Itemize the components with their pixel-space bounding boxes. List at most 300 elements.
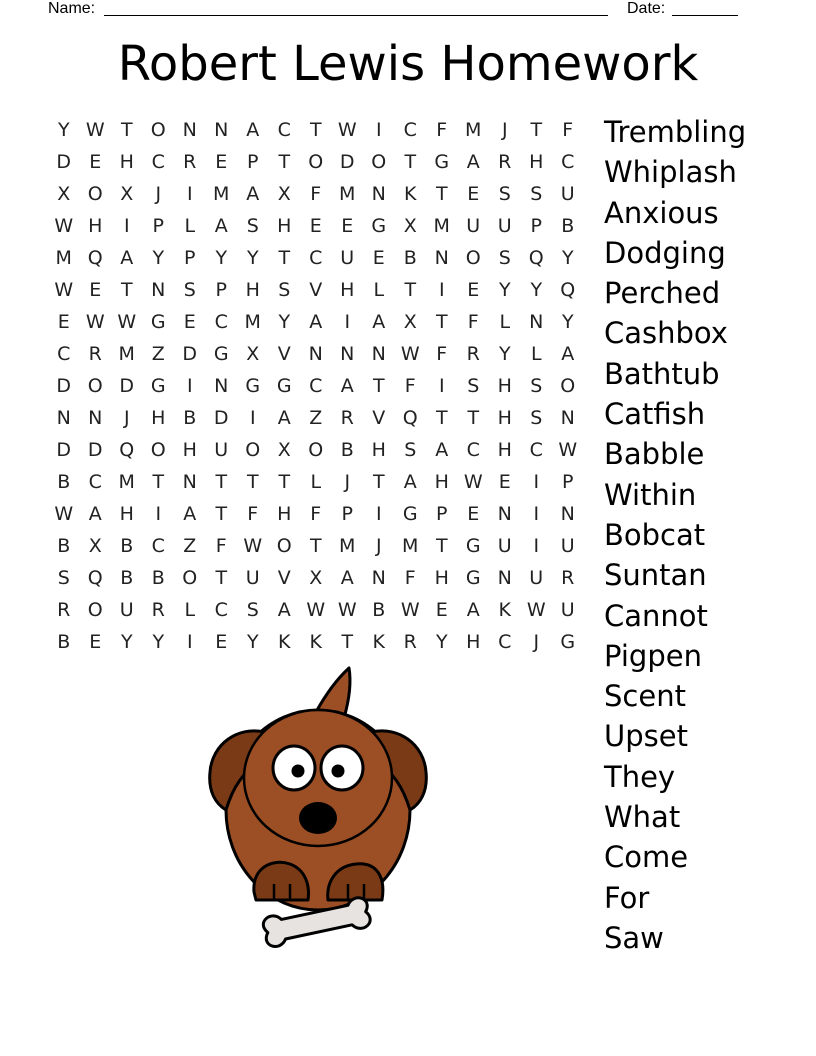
grid-cell: S xyxy=(57,567,70,589)
grid-cell: R xyxy=(498,151,512,173)
grid-cell: S xyxy=(498,183,511,205)
grid-cell: W xyxy=(463,471,483,493)
grid-cell: H xyxy=(151,407,166,429)
grid-cell: T xyxy=(309,119,322,141)
grid-cell: B xyxy=(151,567,165,589)
grid-cell: P xyxy=(562,471,574,493)
grid-cell: G xyxy=(245,375,261,397)
grid-cell: E xyxy=(57,311,70,333)
grid-cell: F xyxy=(436,119,448,141)
grid-row xyxy=(48,306,584,338)
grid-cell: B xyxy=(340,439,354,461)
grid-cell: N xyxy=(371,567,386,589)
grid-cell: T xyxy=(278,151,291,173)
grid-cell: N xyxy=(529,311,544,333)
grid-row xyxy=(48,498,584,530)
grid-cell: V xyxy=(277,567,291,589)
grid-cell: F xyxy=(562,119,574,141)
grid-cell: K xyxy=(372,631,385,653)
grid-cell: Y xyxy=(435,631,448,653)
grid-cell: A xyxy=(340,567,354,589)
grid-cell: I xyxy=(123,215,130,237)
grid-cell: P xyxy=(436,503,448,525)
word-list-item: Scent xyxy=(604,679,686,714)
grid-cell: C xyxy=(309,247,323,269)
grid-cell: G xyxy=(150,375,166,397)
grid-cell: T xyxy=(435,183,448,205)
grid-cell: T xyxy=(435,535,448,557)
grid-cell: V xyxy=(372,407,386,429)
word-list-item: Whiplash xyxy=(604,155,737,190)
word-list-item: Pigpen xyxy=(604,638,702,673)
grid-row xyxy=(48,338,584,370)
grid-row xyxy=(48,242,584,274)
grid-cell: X xyxy=(277,439,291,461)
grid-cell: C xyxy=(529,439,543,461)
grid-cell: F xyxy=(467,311,479,333)
grid-cell: T xyxy=(435,311,448,333)
grid-cell: G xyxy=(276,375,292,397)
grid-cell: P xyxy=(215,279,227,301)
grid-cell: A xyxy=(309,311,323,333)
grid-cell: W xyxy=(85,119,105,141)
grid-cell: W xyxy=(337,119,357,141)
grid-row xyxy=(48,178,584,210)
grid-cell: H xyxy=(466,631,481,653)
grid-cell: Y xyxy=(498,343,511,365)
grid-cell: E xyxy=(183,311,196,333)
grid-cell: S xyxy=(404,439,417,461)
grid-cell: J xyxy=(123,407,130,429)
grid-cell: U xyxy=(529,567,544,589)
grid-cell: C xyxy=(498,631,512,653)
grid-cell: X xyxy=(120,183,134,205)
grid-cell: T xyxy=(404,151,417,173)
grid-cell: G xyxy=(434,151,450,173)
grid-cell: J xyxy=(344,471,351,493)
grid-cell: C xyxy=(151,151,165,173)
grid-cell: T xyxy=(372,471,385,493)
word-list-item: Upset xyxy=(604,719,688,754)
grid-row xyxy=(48,114,584,146)
grid-cell: L xyxy=(373,279,385,301)
grid-cell: B xyxy=(57,631,71,653)
grid-row xyxy=(48,594,584,626)
grid-cell: U xyxy=(497,215,512,237)
grid-cell: S xyxy=(498,247,511,269)
grid-cell: E xyxy=(467,279,480,301)
grid-cell: A xyxy=(466,599,480,621)
grid-cell: Y xyxy=(120,631,133,653)
grid-cell: S xyxy=(183,279,196,301)
grid-cell: I xyxy=(249,407,256,429)
grid-cell: J xyxy=(533,631,540,653)
grid-cell: O xyxy=(182,567,198,589)
word-list-item: What xyxy=(604,800,681,835)
grid-cell: O xyxy=(87,183,103,205)
grid-cell: D xyxy=(56,151,72,173)
grid-cell: P xyxy=(152,215,164,237)
grid-cell: W xyxy=(243,535,263,557)
grid-cell: M xyxy=(118,343,135,365)
grid-cell: K xyxy=(404,183,417,205)
grid-cell: X xyxy=(88,535,102,557)
grid-cell: D xyxy=(213,407,229,429)
grid-cell: N xyxy=(214,375,229,397)
grid-cell: M xyxy=(402,535,419,557)
grid-cell: A xyxy=(340,375,354,397)
grid-cell: A xyxy=(214,215,228,237)
grid-row xyxy=(48,210,584,242)
date-blank-line xyxy=(672,15,738,16)
grid-cell: T xyxy=(530,119,543,141)
grid-cell: P xyxy=(184,247,196,269)
grid-cell: S xyxy=(467,375,480,397)
dog-right-pupil xyxy=(332,765,345,778)
grid-cell: H xyxy=(434,567,449,589)
grid-cell: W xyxy=(85,311,105,333)
grid-cell: D xyxy=(87,439,103,461)
grid-cell: E xyxy=(89,279,102,301)
word-list-item: Dodging xyxy=(604,235,726,270)
grid-cell: T xyxy=(246,471,259,493)
grid-cell: X xyxy=(403,311,417,333)
grid-cell: X xyxy=(246,343,260,365)
grid-cell: T xyxy=(404,279,417,301)
grid-cell: E xyxy=(467,183,480,205)
grid-cell: W xyxy=(400,343,420,365)
grid-cell: E xyxy=(215,631,228,653)
grid-cell: W xyxy=(558,439,578,461)
page-title: Robert Lewis Homework xyxy=(117,36,699,92)
grid-cell: C xyxy=(561,151,575,173)
grid-cell: Z xyxy=(151,343,165,365)
grid-cell: O xyxy=(276,535,292,557)
grid-cell: Y xyxy=(246,631,259,653)
grid-cell: T xyxy=(435,407,448,429)
grid-cell: E xyxy=(89,151,102,173)
grid-cell: H xyxy=(277,503,292,525)
grid-cell: O xyxy=(150,119,166,141)
grid-cell: F xyxy=(310,503,322,525)
grid-cell: L xyxy=(310,471,322,493)
grid-cell: Q xyxy=(87,567,103,589)
grid-row xyxy=(48,274,584,306)
grid-cell: N xyxy=(88,407,103,429)
grid-cell: G xyxy=(150,311,166,333)
grid-cell: X xyxy=(277,183,291,205)
grid-cell: O xyxy=(245,439,261,461)
grid-cell: D xyxy=(119,375,135,397)
grid-row xyxy=(48,466,584,498)
word-list-item: Cannot xyxy=(604,598,708,633)
grid-cell: R xyxy=(466,343,480,365)
grid-cell: U xyxy=(340,247,355,269)
grid-cell: N xyxy=(371,343,386,365)
word-list-item: Saw xyxy=(604,920,664,955)
grid-cell: K xyxy=(309,631,322,653)
letter-grid xyxy=(48,114,584,658)
grid-cell: N xyxy=(308,343,323,365)
grid-cell: O xyxy=(87,375,103,397)
word-list-item: Perched xyxy=(604,276,721,311)
word-list xyxy=(604,112,804,958)
grid-cell: S xyxy=(530,375,543,397)
grid-cell: I xyxy=(438,279,445,301)
grid-cell: O xyxy=(87,599,103,621)
grid-cell: Q xyxy=(528,247,544,269)
grid-cell: B xyxy=(57,535,71,557)
grid-cell: L xyxy=(530,343,542,365)
word-list-item: Bathtub xyxy=(604,356,720,391)
grid-cell: Q xyxy=(560,279,576,301)
grid-cell: G xyxy=(402,503,418,525)
grid-cell: F xyxy=(436,343,448,365)
grid-cell: M xyxy=(213,183,230,205)
grid-cell: U xyxy=(466,215,481,237)
grid-cell: W xyxy=(526,599,546,621)
grid-cell: J xyxy=(501,119,508,141)
grid-cell: P xyxy=(341,503,353,525)
grid-cell: P xyxy=(530,215,542,237)
grid-cell: R xyxy=(403,631,417,653)
name-label: Name: xyxy=(48,0,96,17)
grid-cell: N xyxy=(151,279,166,301)
grid-cell: Y xyxy=(152,247,165,269)
grid-cell: A xyxy=(246,119,260,141)
grid-cell: A xyxy=(403,471,417,493)
grid-cell: A xyxy=(277,407,291,429)
grid-cell: Y xyxy=(57,119,70,141)
grid-cell: Q xyxy=(87,247,103,269)
grid-cell: E xyxy=(372,247,385,269)
grid-cell: C xyxy=(214,599,228,621)
grid-cell: N xyxy=(214,119,229,141)
grid-cell: N xyxy=(182,471,197,493)
grid-cell: M xyxy=(118,471,135,493)
grid-cell: B xyxy=(403,247,417,269)
grid-cell: D xyxy=(56,439,72,461)
grid-cell: H xyxy=(497,439,512,461)
grid-cell: M xyxy=(339,183,356,205)
grid-cell: G xyxy=(465,567,481,589)
grid-cell: K xyxy=(278,631,291,653)
grid-cell: Z xyxy=(309,407,323,429)
grid-cell: E xyxy=(215,151,228,173)
grid-cell: N xyxy=(56,407,71,429)
grid-cell: N xyxy=(497,503,512,525)
grid-cell: A xyxy=(183,503,197,525)
grid-cell: T xyxy=(309,535,322,557)
grid-cell: M xyxy=(465,119,482,141)
grid-cell: I xyxy=(438,375,445,397)
grid-cell: I xyxy=(533,535,540,557)
grid-cell: N xyxy=(340,343,355,365)
grid-cell: U xyxy=(560,599,575,621)
grid-cell: Q xyxy=(402,407,418,429)
grid-cell: N xyxy=(434,247,449,269)
grid-cell: Y xyxy=(152,631,165,653)
grid-row xyxy=(48,434,584,466)
grid-cell: R xyxy=(340,407,354,429)
grid-cell: R xyxy=(57,599,71,621)
grid-cell: R xyxy=(151,599,165,621)
dog-nose xyxy=(299,802,337,834)
grid-cell: F xyxy=(247,503,259,525)
grid-cell: M xyxy=(433,215,450,237)
grid-cell: N xyxy=(371,183,386,205)
grid-cell: E xyxy=(89,631,102,653)
grid-cell: Y xyxy=(561,247,574,269)
grid-cell: D xyxy=(339,151,355,173)
grid-cell: A xyxy=(120,247,134,269)
grid-cell: A xyxy=(466,151,480,173)
grid-cell: H xyxy=(245,279,260,301)
grid-cell: O xyxy=(308,151,324,173)
grid-cell: B xyxy=(372,599,386,621)
grid-cell: H xyxy=(340,279,355,301)
grid-cell: T xyxy=(215,567,228,589)
grid-cell: Y xyxy=(530,279,543,301)
word-list-item: Bobcat xyxy=(604,517,706,552)
grid-cell: B xyxy=(120,535,134,557)
grid-cell: Y xyxy=(278,311,291,333)
word-list-item: Come xyxy=(604,840,689,875)
grid-cell: W xyxy=(54,503,74,525)
grid-cell: U xyxy=(560,183,575,205)
grid-cell: T xyxy=(152,471,165,493)
grid-cell: E xyxy=(498,471,511,493)
grid-cell: F xyxy=(404,567,416,589)
grid-cell: A xyxy=(277,599,291,621)
grid-cell: B xyxy=(183,407,197,429)
grid-cell: D xyxy=(182,343,198,365)
grid-cell: A xyxy=(435,439,449,461)
word-list-item: Catfish xyxy=(604,397,706,432)
word-list-item: They xyxy=(604,759,676,794)
grid-cell: W xyxy=(306,599,326,621)
grid-cell: C xyxy=(309,375,323,397)
grid-cell: S xyxy=(278,279,291,301)
grid-cell: A xyxy=(372,311,386,333)
grid-cell: I xyxy=(533,471,540,493)
grid-cell: T xyxy=(120,279,133,301)
grid-cell: G xyxy=(465,535,481,557)
grid-cell: H xyxy=(119,503,134,525)
grid-cell: T xyxy=(341,631,354,653)
grid-cell: L xyxy=(184,215,196,237)
dog-illustration xyxy=(198,660,438,960)
grid-cell: F xyxy=(404,375,416,397)
date-label: Date: xyxy=(627,0,666,17)
grid-cell: H xyxy=(119,151,134,173)
grid-cell: W xyxy=(400,599,420,621)
grid-cell: U xyxy=(560,535,575,557)
grid-cell: W xyxy=(117,311,137,333)
grid-cell: H xyxy=(497,375,512,397)
grid-cell: S xyxy=(530,407,543,429)
grid-cell: F xyxy=(310,183,322,205)
grid-cell: N xyxy=(497,567,512,589)
grid-row xyxy=(48,402,584,434)
grid-cell: T xyxy=(120,119,133,141)
grid-cell: H xyxy=(277,215,292,237)
word-list-item: Within xyxy=(604,477,697,512)
grid-cell: B xyxy=(120,567,134,589)
grid-cell: C xyxy=(403,119,417,141)
grid-row xyxy=(48,370,584,402)
grid-cell: C xyxy=(277,119,291,141)
grid-cell: T xyxy=(467,407,480,429)
grid-cell: I xyxy=(186,183,193,205)
grid-cell: W xyxy=(54,215,74,237)
grid-cell: I xyxy=(344,311,351,333)
grid-cell: O xyxy=(150,439,166,461)
grid-cell: L xyxy=(499,311,511,333)
grid-cell: H xyxy=(371,439,386,461)
grid-cell: W xyxy=(54,279,74,301)
grid-cell: R xyxy=(561,567,575,589)
grid-cell: N xyxy=(182,119,197,141)
grid-cell: H xyxy=(434,471,449,493)
grid-cell: A xyxy=(88,503,102,525)
word-list-item: Suntan xyxy=(604,558,707,593)
grid-cell: F xyxy=(215,535,227,557)
grid-cell: Y xyxy=(215,247,228,269)
grid-cell: T xyxy=(215,503,228,525)
grid-cell: U xyxy=(245,567,260,589)
grid-cell: T xyxy=(278,247,291,269)
grid-cell: M xyxy=(55,247,72,269)
grid-cell: K xyxy=(498,599,511,621)
grid-cell: I xyxy=(186,375,193,397)
grid-cell: I xyxy=(186,631,193,653)
grid-cell: Y xyxy=(561,311,574,333)
grid-cell: V xyxy=(309,279,323,301)
grid-cell: I xyxy=(375,119,382,141)
grid-row xyxy=(48,562,584,594)
grid-cell: I xyxy=(533,503,540,525)
grid-cell: O xyxy=(308,439,324,461)
grid-row xyxy=(48,146,584,178)
grid-cell: Z xyxy=(183,535,197,557)
grid-cell: O xyxy=(560,375,576,397)
grid-cell: X xyxy=(309,567,323,589)
grid-cell: E xyxy=(309,215,322,237)
grid-cell: C xyxy=(57,343,71,365)
grid-cell: G xyxy=(213,343,229,365)
grid-cell: A xyxy=(561,343,575,365)
grid-cell: R xyxy=(88,343,102,365)
grid-cell: P xyxy=(247,151,259,173)
dog-left-pupil xyxy=(292,765,305,778)
grid-cell: O xyxy=(371,151,387,173)
grid-cell: T xyxy=(215,471,228,493)
grid-cell: D xyxy=(56,375,72,397)
grid-cell: J xyxy=(375,535,382,557)
word-list-item: Babble xyxy=(604,437,705,472)
word-list-item: Trembling xyxy=(604,115,747,149)
grid-cell: U xyxy=(214,439,229,461)
grid-cell: E xyxy=(467,503,480,525)
grid-cell: C xyxy=(88,471,102,493)
grid-cell: C xyxy=(214,311,228,333)
grid-cell: S xyxy=(530,183,543,205)
grid-cell: I xyxy=(155,503,162,525)
grid-cell: U xyxy=(497,535,512,557)
grid-cell: J xyxy=(155,183,162,205)
grid-cell: S xyxy=(246,215,259,237)
